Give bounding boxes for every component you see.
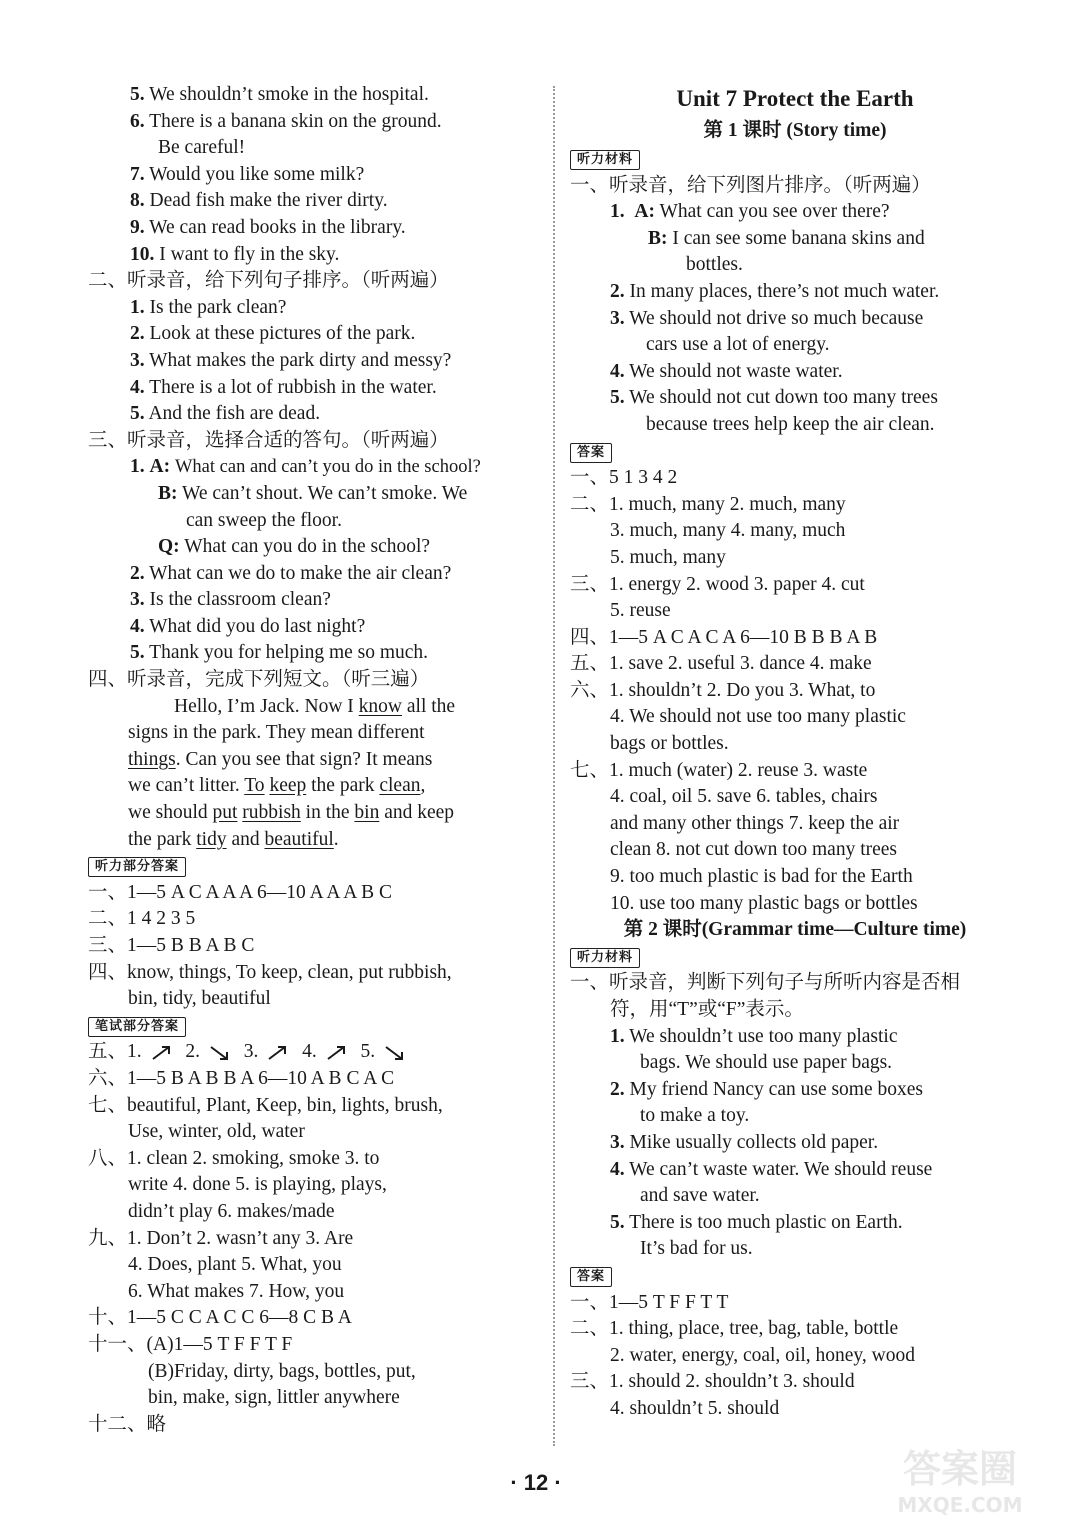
passage-line: the park tidy and beautiful. <box>128 828 339 850</box>
answer-line: 六、1. shouldn’t 2. Do you 3. What, to <box>570 679 876 701</box>
section-heading: 一、听录音，给下列图片排序。（听两遍） <box>570 174 931 196</box>
answer-line: 三、1—5 B B A B C <box>88 935 255 956</box>
sentence-item: 5. And the fish are dead. <box>130 403 321 425</box>
rising-arrow-icon <box>267 1045 289 1061</box>
watermark-logo <box>870 1434 1050 1520</box>
left-column <box>88 82 534 1438</box>
dialog-line: B: I can see some banana skins and <box>648 227 925 249</box>
answer-line: 十一、(A)1—5 T F F T F <box>88 1333 293 1355</box>
sentence-item: 8. Dead fish make the river dirty. <box>130 190 388 212</box>
sentence-item-cont: Be careful! <box>158 137 246 159</box>
dialog-line: 1. A: What can and can’t you do in the school? <box>130 456 481 478</box>
answer-line: 九、1. Don’t 2. wasn’t any 3. Are <box>88 1227 354 1249</box>
answer-line: 二、1. much, many 2. much, many <box>570 493 846 515</box>
answer-line: Use, winter, old, water <box>128 1121 305 1143</box>
dialog-line: Q: What can you do in the school? <box>158 536 431 558</box>
lesson-heading: 第 1 课时 (Story time) <box>703 120 887 141</box>
answer-line: 十二、略 <box>88 1413 167 1435</box>
sentence-item: 2. Look at these pictures of the park. <box>130 323 416 345</box>
answer-line: 一、1—5 A C A A A 6—10 A A A B C <box>88 881 392 903</box>
answer-line: (B)Friday, dirty, bags, bottles, put, <box>148 1360 416 1382</box>
right-column <box>570 82 1020 1423</box>
answer-line: 4. shouldn’t 5. should <box>610 1397 780 1419</box>
answer-line: write 4. done 5. is playing, plays, <box>128 1174 387 1196</box>
answer-line: didn’t play 6. makes/made <box>128 1200 335 1222</box>
unit-title: Unit 7 Protect the Earth <box>676 86 914 111</box>
answers-tag: 答案 <box>570 1267 612 1287</box>
sentence-item: 3. Mike usually collects old paper. <box>610 1131 879 1153</box>
answer-line: 三、1. energy 2. wood 3. paper 4. cut <box>570 573 865 595</box>
answers-tag: 答案 <box>570 443 612 463</box>
sentence-item-cont: and save water. <box>640 1185 760 1207</box>
section-heading: 一、听录音，判断下列句子与所听内容是否相 <box>570 972 961 994</box>
answer-line: 4. coal, oil 5. save 6. tables, chairs <box>610 786 878 808</box>
svg-text:答案圈: 答案圈 <box>902 1447 1018 1491</box>
answer-line: 10. use too many plastic bags or bottles <box>610 892 918 914</box>
answer-line: 四、1—5 A C A C A 6—10 B B B A B <box>570 626 878 648</box>
falling-arrow-icon <box>384 1045 406 1061</box>
answer-line: 七、beautiful, Plant, Keep, bin, lights, brush, <box>88 1094 443 1116</box>
sentence-item-cont: because trees help keep the air clean. <box>646 413 935 435</box>
passage-line: we should put rubbish in the bin and keep <box>128 802 455 824</box>
lesson-heading: 第 2 课时(Grammar time—Culture time) <box>623 919 967 941</box>
passage-line: signs in the park. They mean different <box>128 722 425 744</box>
sentence-item-cont: to make a toy. <box>640 1105 750 1127</box>
listening-material-tag: 听力材料 <box>570 150 640 170</box>
answer-line: 八、1. clean 2. smoking, smoke 3. to <box>88 1147 380 1169</box>
answer-line: 6. What makes 7. How, you <box>128 1280 345 1302</box>
answer-line: 六、1—5 B A B B A 6—10 A B C A C <box>88 1067 395 1089</box>
sentence-item: 5. We shouldn’t smoke in the hospital. <box>130 84 429 105</box>
sentence-item: 5. We should not cut down too many trees <box>610 387 938 409</box>
dialog-line: 1. A: What can you see over there? <box>610 201 890 223</box>
answer-line: 3. much, many 4. many, much <box>610 520 846 542</box>
answer-line: 一、1—5 T F F T T <box>570 1291 729 1313</box>
sentence-item: 2. In many places, there’s not much water. <box>610 280 940 302</box>
answer-line: bin, make, sign, littler anywhere <box>148 1387 400 1409</box>
answer-line: 三、1. should 2. shouldn’t 3. should <box>570 1371 855 1393</box>
dialog-line-cont: can sweep the floor. <box>186 509 342 531</box>
answer-line: 5. reuse <box>610 600 671 622</box>
listening-answers-tag: 听力部分答案 <box>88 857 186 877</box>
answer-line: 四、know, things, To keep, clean, put rubbish, <box>88 961 452 983</box>
answer-line: 二、1. thing, place, tree, bag, table, bottle <box>570 1318 899 1340</box>
answer-line: and many other things 7. keep the air <box>610 812 900 834</box>
column-divider <box>553 86 555 1446</box>
sentence-item: 10. I want to fly in the sky. <box>130 243 340 265</box>
sentence-item: 4. We can’t waste water. We should reuse <box>610 1158 933 1180</box>
page-number: · 12 · <box>510 1470 562 1495</box>
passage-line: things. Can you see that sign? It means <box>128 748 433 770</box>
sentence-item-cont: bags. We should use paper bags. <box>640 1052 893 1074</box>
sentence-item: 7. Would you like some milk? <box>130 163 365 185</box>
dialog-line: B: We can’t shout. We can’t smoke. We <box>158 482 468 504</box>
answer-line: clean 8. not cut down too many trees <box>610 839 898 861</box>
svg-text:MXQE.COM: MXQE.COM <box>897 1493 1023 1517</box>
sentence-item: 5. There is too much plastic on Earth. <box>610 1211 903 1233</box>
answer-line: bin, tidy, beautiful <box>128 988 271 1010</box>
answer-line: 十、1—5 C C A C C 6—8 C B A <box>88 1307 352 1329</box>
sentence-item: 3. What makes the park dirty and messy? <box>130 349 452 371</box>
sentence-item: 1. We shouldn’t use too many plastic <box>610 1025 898 1047</box>
answer-line: 五、1. save 2. useful 3. dance 4. make <box>570 653 872 675</box>
sentence-item: 4. There is a lot of rubbish in the water. <box>130 376 437 398</box>
sentence-item: 6. There is a banana skin on the ground. <box>130 110 442 132</box>
dialog-line-cont: bottles. <box>686 254 743 276</box>
intonation-answer-line: 五、1. 2. 3. 4. 5. <box>88 1039 534 1066</box>
answer-line: 七、1. much (water) 2. reuse 3. waste <box>570 759 868 781</box>
sentence-item: 4. What did you do last night? <box>130 615 366 637</box>
sentence-item-cont: It’s bad for us. <box>640 1238 753 1260</box>
answer-line: 2. water, energy, coal, oil, honey, wood <box>610 1344 915 1366</box>
falling-arrow-icon <box>209 1045 231 1061</box>
passage-line: we can’t litter. To keep the park clean, <box>128 775 426 797</box>
sentence-item: 5. Thank you for helping me so much. <box>130 642 429 664</box>
section-heading: 二、听录音，给下列句子排序。（听两遍） <box>88 270 449 292</box>
answer-line: 4. Does, plant 5. What, you <box>128 1254 342 1276</box>
section-heading: 三、听录音，选择合适的答句。（听两遍） <box>88 429 449 451</box>
passage-line: Hello, I’m Jack. Now I know all the <box>174 695 456 717</box>
sentence-item: 1. Is the park clean? <box>130 296 287 318</box>
answer-line: 一、5 1 3 4 2 <box>570 467 678 489</box>
answer-line: 4. We should not use too many plastic <box>610 706 906 728</box>
answer-line: 二、1 4 2 3 5 <box>88 908 196 930</box>
answer-line: 5. much, many <box>610 546 726 568</box>
sentence-item: 2. What can we do to make the air clean? <box>130 562 452 584</box>
written-answers-tag: 笔试部分答案 <box>88 1017 186 1037</box>
sentence-item: 2. My friend Nancy can use some boxes <box>610 1078 923 1100</box>
answer-line: 9. too much plastic is bad for the Earth <box>610 866 913 888</box>
sentence-item: 3. Is the classroom clean? <box>130 589 331 611</box>
rising-arrow-icon <box>151 1045 173 1061</box>
sentence-item: 3. We should not drive so much because <box>610 307 924 329</box>
rising-arrow-icon <box>326 1045 348 1061</box>
sentence-item: 9. We can read books in the library. <box>130 216 406 238</box>
listening-material-tag: 听力材料 <box>570 948 640 968</box>
section-heading: 四、听录音，完成下列短文。（听三遍） <box>88 669 430 691</box>
sentence-item-cont: cars use a lot of energy. <box>646 334 830 356</box>
sentence-item: 4. We should not waste water. <box>610 360 843 382</box>
section-heading-cont: 符，用“T”或“F”表示。 <box>610 999 804 1020</box>
answer-line: bags or bottles. <box>610 733 729 755</box>
